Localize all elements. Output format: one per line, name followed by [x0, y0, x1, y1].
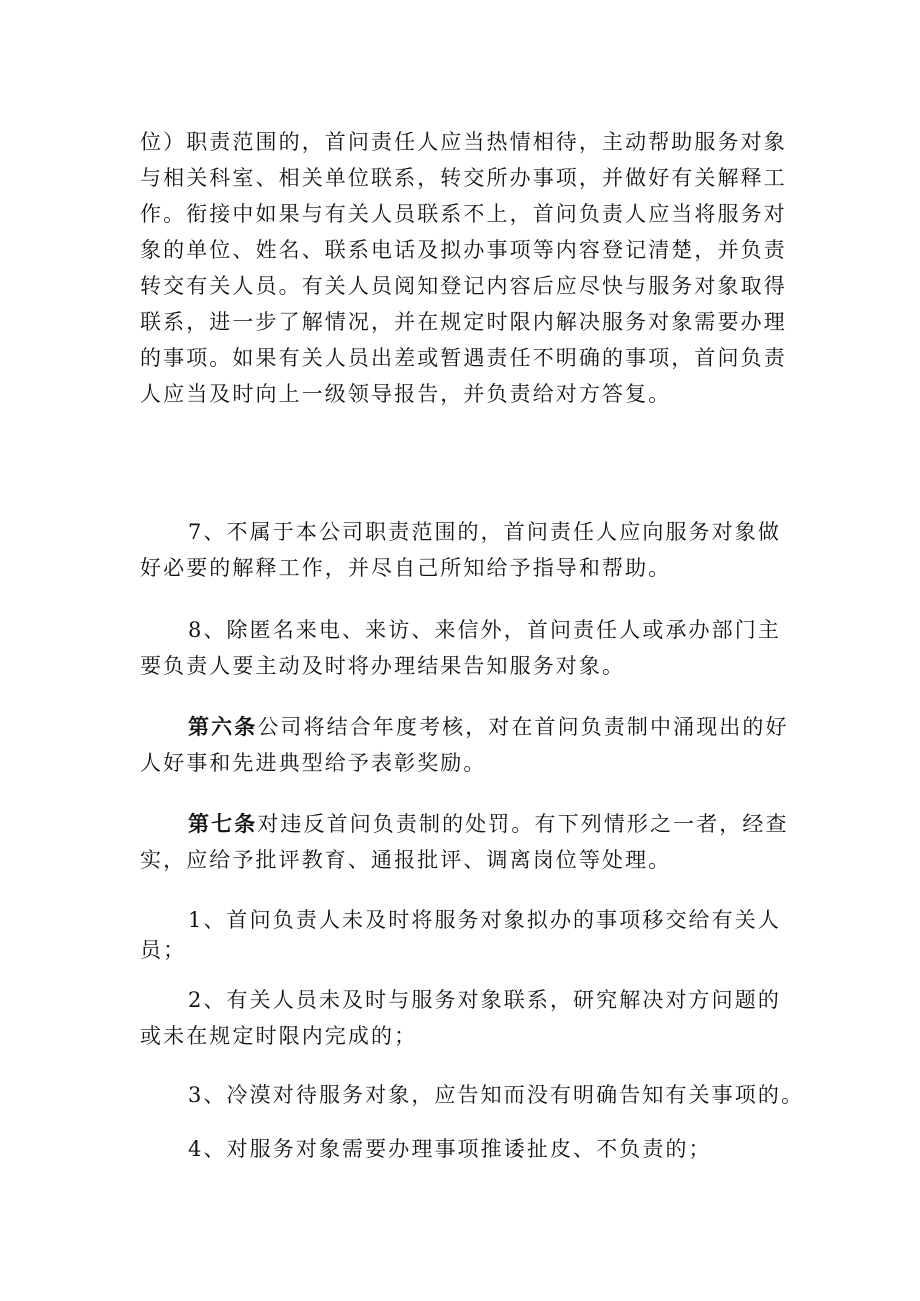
paragraph-responsibility-transfer [140, 124, 800, 412]
text-line: 或未在规定时限内完成的； [140, 1024, 418, 1048]
article-6-text: 公司将结合年度考核，对在首问负责制中涌现出的好 [257, 715, 789, 739]
text-line: 实，应给予批评教育、通报批评、调离岗位等处理。 [140, 848, 672, 872]
article-7 [140, 806, 800, 878]
item-8 [140, 612, 800, 684]
text-line: 象的单位、姓名、联系电话及拟办事项等内容登记清楚，并负责 [140, 238, 787, 262]
text-line [140, 709, 800, 745]
text-line: 作。衔接中如果与有关人员联系不上，首问负责人应当将服务对 [140, 202, 787, 226]
penalty-item-4 [140, 1131, 800, 1167]
text-line: 7、不属于本公司职责范围的，首问责任人应向服务对象做 [188, 520, 781, 544]
text-line: 要负责人要主动及时将办理结果告知服务对象。 [140, 654, 626, 678]
penalty-item-1 [140, 905, 800, 965]
text-line: 3、冷漠对待服务对象，应告知而没有明确告知有关事项的。 [188, 1083, 805, 1107]
text-line: 联系，进一步了解情况，并在规定时限内解决服务对象需要办理 [140, 310, 787, 334]
text-line: 2、有关人员未及时与服务对象联系，研究解决对方问题的 [188, 988, 781, 1012]
penalty-item-3 [140, 1077, 805, 1113]
article-6 [140, 709, 800, 781]
text-line: 8、除匿名来电、来访、来信外，首问责任人或承办部门主 [188, 618, 781, 642]
article-6-heading: 第六条 [188, 714, 258, 739]
article-7-heading: 第七条 [188, 811, 258, 836]
text-line: 4、对服务对象需要办理事项推诿扯皮、不负责的； [188, 1137, 712, 1161]
item-7 [140, 514, 800, 586]
text-line: 员； [140, 938, 187, 962]
text-line: 位）职责范围的，首问责任人应当热情相待，主动帮助服务对象 [140, 130, 787, 154]
text-line: 人应当及时向上一级领导报告，并负责给对方答复。 [140, 382, 672, 406]
article-7-text: 对违反首问负责制的处罚。有下列情形之一者，经查 [257, 812, 789, 836]
text-line: 人好事和先进典型给予表彰奖励。 [140, 751, 487, 775]
text-line [140, 806, 800, 842]
text-line: 与相关科室、相关单位联系，转交所办事项，并做好有关解释工 [140, 166, 787, 190]
text-line: 好必要的解释工作，并尽自己所知给予指导和帮助。 [140, 556, 672, 580]
text-line: 转交有关人员。有关人员阅知登记内容后应尽快与服务对象取得 [140, 274, 787, 298]
text-line: 1、首问负责人未及时将服务对象拟办的事项移交给有关人 [188, 908, 781, 932]
text-line: 的事项。如果有关人员出差或暂遇责任不明确的事项，首问负责 [140, 346, 787, 370]
penalty-item-2 [140, 982, 800, 1054]
